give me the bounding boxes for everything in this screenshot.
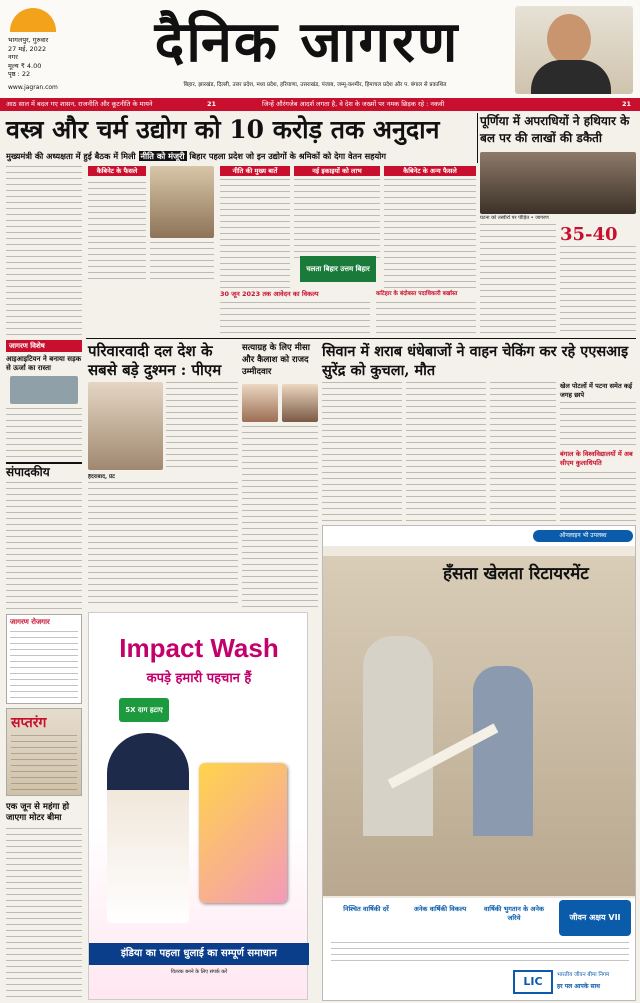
officer-model-photo xyxy=(107,733,189,923)
impact-wash-ad[interactable] xyxy=(88,612,308,1000)
editions-line: बिहार, झारखंड, दिल्ली, उत्तर प्रदेश, मध्य प्रदेश, हरियाणा, उत्तराखंड, पंजाब, जम्मू-कश्मीर, हिमाचल प्रदेश और प. बंगाल से प्रकाशित xyxy=(183,82,447,88)
jeevan-akshay-logo: जीवन अक्षय VII xyxy=(559,900,631,936)
policy-points-label: नीति की मुख्य बातें xyxy=(220,166,290,176)
cabinet-box-head xyxy=(88,166,146,179)
rozgar-ad[interactable] xyxy=(6,614,82,704)
top-ribbon xyxy=(0,98,640,111)
city-edition: नगर xyxy=(8,53,18,61)
ribbon-left-page: 21 xyxy=(207,100,217,108)
website-link[interactable]: www.jagran.com xyxy=(8,84,58,91)
lic-headline-text: हँसता खेलता रिटायरमेंट xyxy=(443,564,589,584)
modi-photo xyxy=(88,382,163,470)
siwan-body-2 xyxy=(406,382,486,522)
modi-body xyxy=(88,482,238,608)
siwan-body-1 xyxy=(322,382,402,522)
raids-body xyxy=(560,402,636,446)
siwan-headline[interactable]: सिवान में शराब धंधेबाजों ने वाहन चेकिंग कर रहे एएसआइ सुरेंद्र को कुचला, मौत xyxy=(322,343,629,379)
deadline-subhead: 30 जून 2023 तक आवेदन का विकल्प xyxy=(220,290,319,298)
newspaper-title: दैनिक जागरण xyxy=(154,9,460,75)
lic-slogan: हर पल आपके साथ xyxy=(557,983,600,990)
purnia-figure: 35-40 xyxy=(560,224,618,245)
kailash-photo xyxy=(282,384,318,422)
policy-points-box xyxy=(220,166,290,289)
lead-story-col-2 xyxy=(88,182,146,282)
impact-wash-banner: इंडिया का पहला धुलाई का सम्पूर्ण समाधान xyxy=(89,943,309,965)
policy-points-body xyxy=(220,179,290,289)
other-cabinet-box xyxy=(384,166,476,289)
lic-ad[interactable] xyxy=(322,525,636,1001)
lic-feature-1: निश्चित वार्षिकी दरें xyxy=(343,905,389,913)
purnia-headline[interactable]: पूर्णिया में अपराधियों ने हथियार के बल पर की लाखों की डकैती xyxy=(480,114,630,145)
nitish-photo xyxy=(150,166,214,238)
new-units-body xyxy=(294,179,380,261)
detergent-pack xyxy=(199,763,287,903)
saptrang-box[interactable] xyxy=(6,708,82,796)
strap-part-a: मुख्यमंत्री की अध्यक्षता में हुई बैठक में मिली xyxy=(6,151,136,161)
city-day: भागलपुर, गुरुवार xyxy=(8,36,49,44)
purnia-caption: घटना को तस्वीरों पर पीड़ित • जागरण xyxy=(480,215,549,221)
impact-wash-title: Impact Wash xyxy=(119,633,279,663)
lic-feature-2: अनेक वार्षिकी विकल्प xyxy=(413,905,467,913)
grandfather-figure xyxy=(363,636,433,836)
rajya-sabha-body xyxy=(242,426,318,608)
siwan-body-3 xyxy=(490,382,556,522)
page-count: पृष्ठ : 22 xyxy=(8,70,31,78)
rozgar-ad-label: जागरण रोजगार xyxy=(10,618,50,626)
impact-wash-tagline: कपड़े हमारी पहचान हैं xyxy=(146,671,252,686)
tier-rule xyxy=(86,338,636,339)
saptrang-body xyxy=(11,735,77,791)
lic-logo: LIC xyxy=(513,970,553,994)
rajya-sabha-headline[interactable]: सत्याग्रह के लिए मीसा और कैलाश को राजद उम्मीदवार xyxy=(242,343,310,377)
iitian-story-body xyxy=(6,408,82,460)
naqvi-photo xyxy=(515,6,633,94)
lic-top-bar xyxy=(323,526,636,546)
iitian-story-head[interactable]: आइआइटियन ने बनाया सड़क से ऊर्जा का रास्ता xyxy=(6,355,82,372)
lead-story-col-1 xyxy=(6,166,82,336)
impact-wash-contact: वितरक बनने के लिए संपर्क करें xyxy=(170,969,228,975)
strap-part-b: बिहार पहला प्रदेश जो इन उद्योगों के श्रमिकों को देगा वेतन सहयोग xyxy=(189,151,386,161)
jagran-vishesh-label: जागरण विशेष xyxy=(6,340,82,352)
editorial-label: संपादकीय xyxy=(6,462,82,480)
online-pill: ऑनलाइन भी उपलब्ध xyxy=(533,530,633,542)
other-cabinet-body xyxy=(384,179,476,289)
bengal-vc-headline[interactable]: बंगाल के विश्वविद्यालयों में अब सीएम कुलाधिपति xyxy=(560,450,633,467)
column-divider xyxy=(477,113,478,163)
raids-headline[interactable]: खेल पोटलों में पटना समेत कई जगह छापे xyxy=(560,382,633,399)
new-units-box xyxy=(294,166,380,261)
lic-brand-sub: भारतीय जीवन बीमा निगम xyxy=(557,972,610,978)
lead-headline[interactable]: वस्त्र और चर्म उद्योग को 10 करोड़ तक अनुदान xyxy=(6,115,440,144)
motor-insurance-head[interactable]: एक जून से महंगा हो जाएगा मोटर बीमा xyxy=(6,802,70,823)
lead-story-col-3 xyxy=(150,242,214,282)
deadline-body xyxy=(220,302,370,336)
dateline xyxy=(8,36,103,79)
rozgar-ad-body xyxy=(10,631,78,699)
road-energy-photo xyxy=(10,376,78,404)
strap-box: नीति को मंजूरी xyxy=(140,151,185,161)
cricket-family-photo xyxy=(323,556,636,896)
lic-headline xyxy=(443,564,589,585)
purnia-photo xyxy=(480,152,636,214)
price: मूल्य ₹ 4.00 xyxy=(8,61,42,70)
stain-badge: 5X दाग हटाए xyxy=(119,698,169,722)
saptrang-title: सप्तरंग xyxy=(11,715,47,731)
purnia-body-2 xyxy=(560,246,636,336)
child-figure xyxy=(473,666,533,836)
lead-strap xyxy=(6,150,476,162)
jagran-sun-logo xyxy=(10,8,56,32)
ribbon-left-teaser[interactable]: आठ साल में बदल गए शासन, राजनीति और कूटनीति के मायने xyxy=(6,100,153,108)
lic-feature-3: वार्षिकी भुगतान के अनेक जरिये xyxy=(484,905,544,922)
new-units-label: नई इकाइयों को लाभ xyxy=(294,166,380,176)
masthead xyxy=(0,0,640,98)
chalta-bihar-promo: चलता बिहार उत्तम बिहार xyxy=(300,256,376,282)
lic-bottom-panel xyxy=(323,898,636,1001)
portrait-body xyxy=(531,60,611,94)
date: 27 मई, 2022 xyxy=(8,44,47,53)
modi-dateline: हैदराबाद, प्रेट xyxy=(88,474,115,480)
ribbon-right-teaser[interactable]: जिन्हें औरंगजेब आदर्श लगता है, वे देश के जख्मों पर नमक छिड़क रहे : नकवी xyxy=(262,100,445,108)
bengal-vc-body xyxy=(560,472,636,522)
katihar-subhead: कटिहार के बंदोबस्त पदाधिकारी बर्खास्त xyxy=(376,291,458,297)
lic-fine-print xyxy=(331,942,629,964)
portrait-head xyxy=(547,14,591,64)
cabinet-decisions-label: कैबिनेट के फैसले xyxy=(88,166,146,176)
modi-headline[interactable]: परिवारवादी दल देश के सबसे बड़े दुश्मन : पीएम xyxy=(88,342,222,379)
katihar-body xyxy=(376,302,476,336)
misa-photo xyxy=(242,384,278,422)
other-cabinet-label: कैबिनेट के अन्य फैसले xyxy=(384,166,476,176)
modi-bullets xyxy=(166,382,238,470)
motor-insurance-body xyxy=(6,828,82,998)
purnia-body-1 xyxy=(480,224,556,336)
ribbon-right-page: 21 xyxy=(622,100,632,108)
editorial-body xyxy=(6,482,82,610)
